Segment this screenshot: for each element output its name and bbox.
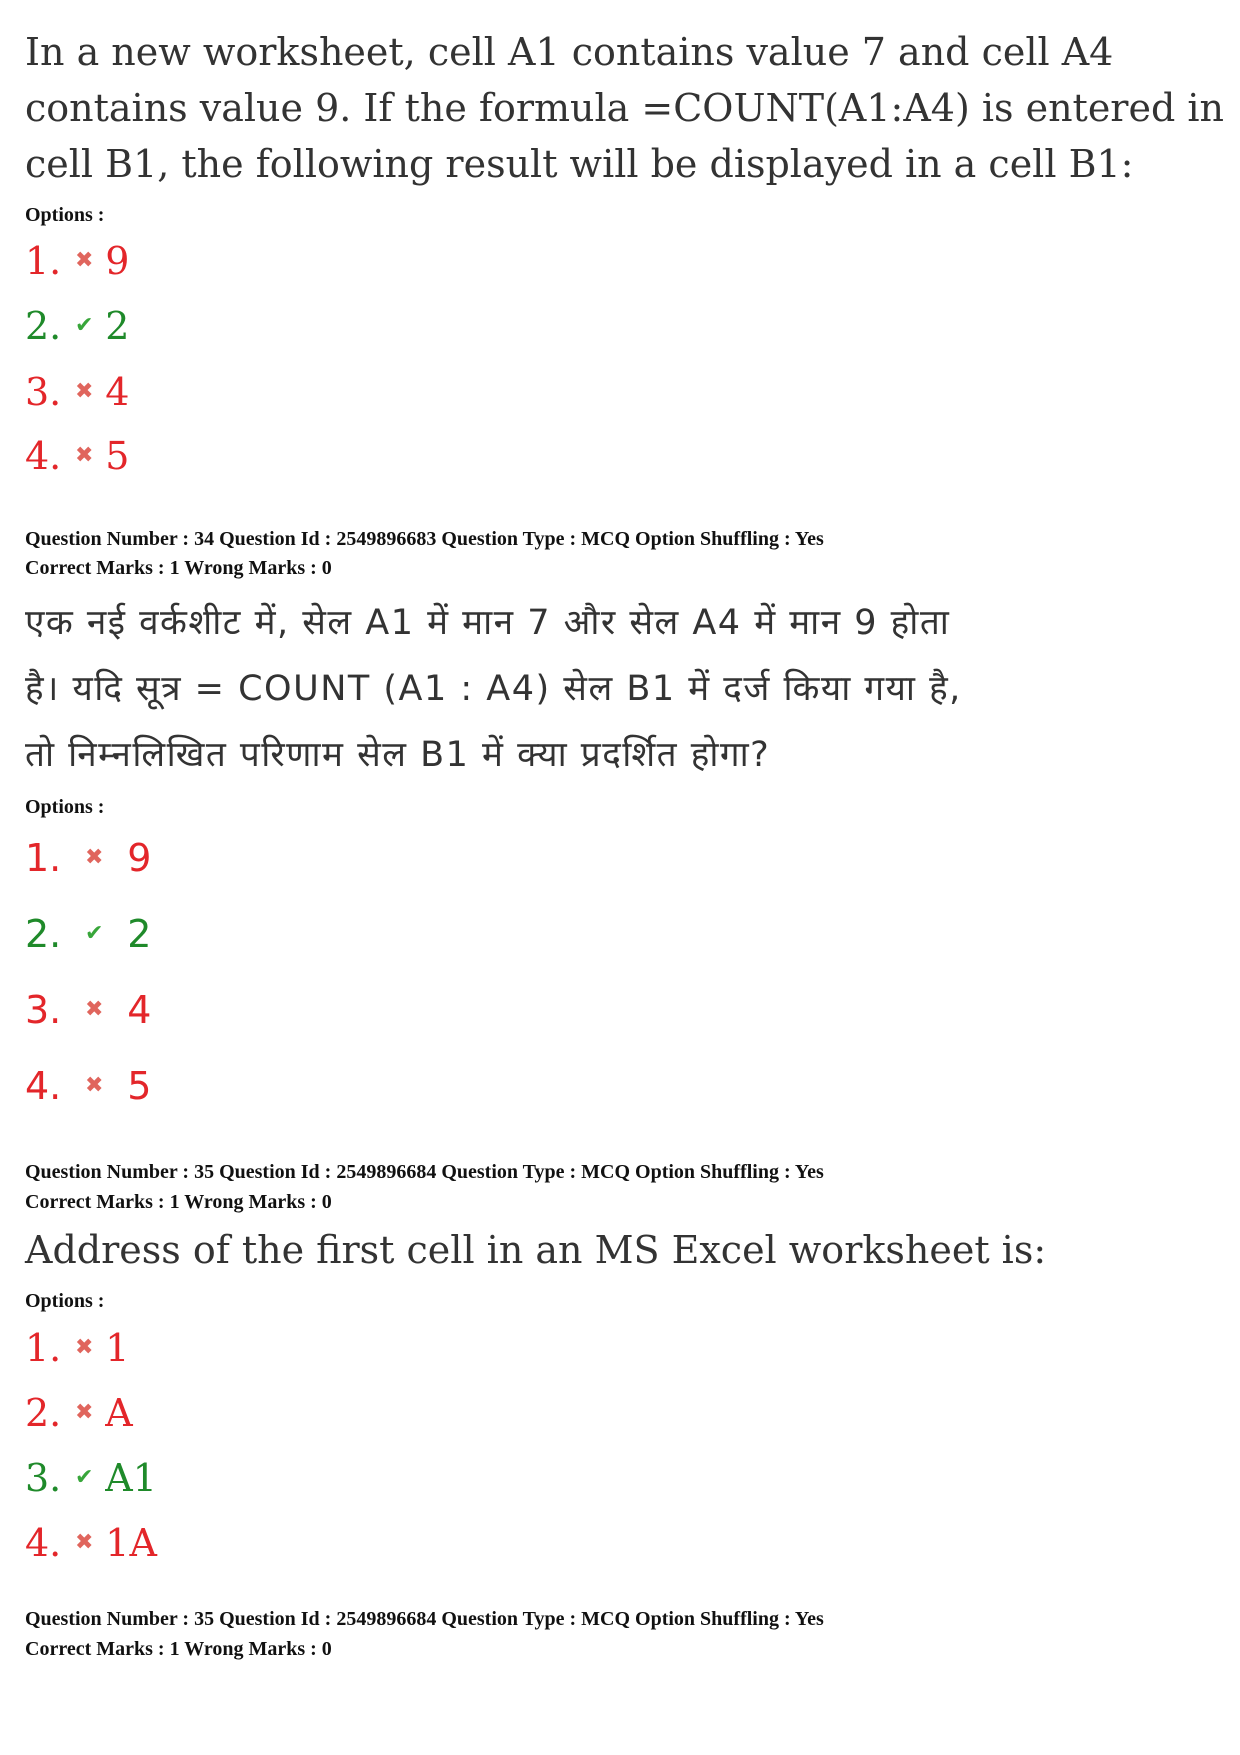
- option-number: 3.: [25, 370, 62, 414]
- question-meta: Question Number : 35 Question Id : 2549896684 Question Type : MCQ Option Shuffling : Yes: [25, 1608, 824, 1630]
- option-text: 9: [127, 836, 152, 880]
- question-text-line: In a new worksheet, cell A1 contains value 7 and cell A4: [25, 30, 1114, 74]
- option-4[interactable]: [25, 436, 129, 476]
- option-number: 3.: [25, 988, 62, 1032]
- option-1[interactable]: [25, 1328, 129, 1368]
- option-text: 2: [105, 304, 130, 348]
- options-label: Options :: [25, 1290, 105, 1312]
- option-number: 2.: [25, 1391, 62, 1435]
- wrong-mark-icon: ✖: [75, 379, 94, 404]
- option-text: 4: [127, 988, 152, 1032]
- option-number: 2.: [25, 912, 62, 956]
- question-text-line: contains value 9. If the formula =COUNT(A1:A4) is entered in: [25, 86, 1224, 130]
- option-text: 5: [105, 434, 130, 478]
- question-meta: Question Number : 34 Question Id : 2549896683 Question Type : MCQ Option Shuffling : Yes: [25, 528, 824, 550]
- marks-meta: Correct Marks : 1 Wrong Marks : 0: [25, 557, 332, 579]
- option-3[interactable]: [25, 990, 151, 1030]
- option-number: 1.: [25, 239, 62, 283]
- option-2[interactable]: [25, 306, 129, 346]
- option-1[interactable]: [25, 241, 129, 281]
- option-text: 1A: [105, 1521, 157, 1565]
- option-number: 4.: [25, 434, 62, 478]
- option-number: 1.: [25, 836, 62, 880]
- question-text-line: Address of the first cell in an MS Excel worksheet is:: [25, 1228, 1047, 1272]
- option-number: 1.: [25, 1326, 62, 1370]
- wrong-mark-icon: ✖: [75, 248, 94, 273]
- option-4[interactable]: [25, 1066, 151, 1106]
- option-3[interactable]: [25, 1458, 157, 1498]
- question-text-line: एक नई वर्कशीट में, सेल A1 में मान 7 और सेल A4 में मान 9 होता: [25, 603, 951, 643]
- correct-check-icon: ✔: [75, 1465, 94, 1490]
- option-number: 2.: [25, 304, 62, 348]
- correct-check-icon: ✔: [75, 313, 94, 338]
- wrong-mark-icon: ✖: [85, 997, 104, 1022]
- option-text: 9: [105, 239, 130, 283]
- option-text: A1: [105, 1456, 157, 1500]
- option-text: 2: [127, 912, 152, 956]
- question-text-line: cell B1, the following result will be displayed in a cell B1:: [25, 142, 1134, 186]
- option-text: 4: [105, 370, 130, 414]
- option-text: A: [105, 1391, 133, 1435]
- marks-meta: Correct Marks : 1 Wrong Marks : 0: [25, 1191, 332, 1213]
- question-meta: Question Number : 35 Question Id : 2549896684 Question Type : MCQ Option Shuffling : Yes: [25, 1161, 824, 1183]
- option-number: 4.: [25, 1521, 62, 1565]
- option-number: 4.: [25, 1064, 62, 1108]
- wrong-mark-icon: ✖: [75, 443, 94, 468]
- options-label: Options :: [25, 204, 105, 226]
- option-2[interactable]: [25, 1393, 133, 1433]
- option-number: 3.: [25, 1456, 62, 1500]
- option-2[interactable]: [25, 914, 151, 954]
- options-label: Options :: [25, 796, 105, 818]
- option-4[interactable]: [25, 1523, 157, 1563]
- wrong-mark-icon: ✖: [85, 1073, 104, 1098]
- wrong-mark-icon: ✖: [75, 1400, 94, 1425]
- marks-meta: Correct Marks : 1 Wrong Marks : 0: [25, 1638, 332, 1660]
- option-1[interactable]: [25, 838, 151, 878]
- question-text-line: तो निम्नलिखित परिणाम सेल B1 में क्या प्रदर्शित होगा?: [25, 735, 771, 775]
- option-text: 5: [127, 1064, 152, 1108]
- wrong-mark-icon: ✖: [75, 1530, 94, 1555]
- option-3[interactable]: [25, 372, 129, 412]
- question-text-line: है। यदि सूत्र = COUNT (A1 : A4) सेल B1 में दर्ज किया गया है,: [25, 669, 962, 709]
- correct-check-icon: ✔: [85, 921, 104, 946]
- wrong-mark-icon: ✖: [85, 845, 104, 870]
- wrong-mark-icon: ✖: [75, 1335, 94, 1360]
- option-text: 1: [105, 1326, 130, 1370]
